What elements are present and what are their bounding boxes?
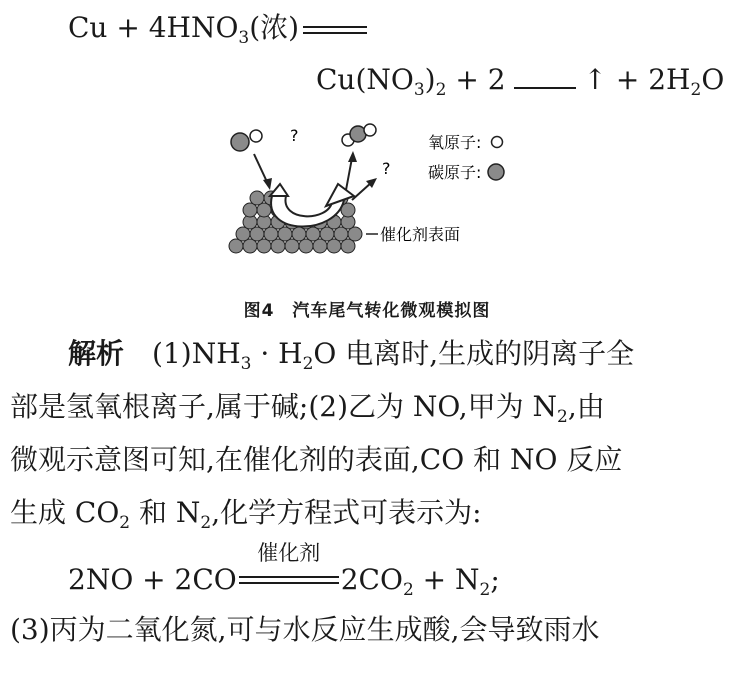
analysis-p2-tail: ,由 [567, 390, 605, 423]
catalyst-equals-bar [239, 576, 339, 584]
eq1-sub: 3 [238, 28, 250, 48]
carbon-atom [231, 133, 249, 151]
analysis-p1-b: · H [251, 337, 303, 370]
eq2-product-1-sub: 2 [402, 580, 414, 600]
arrow-out-right [352, 182, 372, 200]
analysis-heading: 解析 [68, 337, 125, 370]
analysis-line-3: 微观示意图可知,在催化剂的表面,CO 和 NO 反应 [10, 443, 623, 476]
eq2-product-1: 2CO [340, 563, 403, 596]
analysis-p1-c: O 电离时,生成的阴离子全 [313, 337, 635, 370]
equation-2 [68, 541, 500, 600]
eq1-product-sub1: 3 [413, 80, 425, 100]
analysis-p4-sub2: 2 [200, 513, 212, 533]
analysis-line-2 [10, 389, 605, 425]
eq1-reactants: Cu + 4HNO [68, 11, 239, 44]
analysis-p1-sub: 3 [240, 354, 252, 374]
oxygen-atom [364, 124, 376, 136]
analysis-p4-sub: 2 [119, 513, 131, 533]
legend-oxygen-label: 氧原子: [428, 133, 482, 152]
catalyst-equals [237, 541, 341, 598]
surface-label: 催化剂表面 [380, 225, 461, 244]
eq1-product-sub3: 2 [690, 80, 702, 100]
analysis-p4-c: ,化学方程式可表示为: [211, 496, 482, 529]
catalyst-label: 催化剂 [257, 541, 321, 565]
analysis-p1-sub2: 2 [302, 354, 314, 374]
question-mark-1: ? [290, 126, 299, 145]
analysis-p2-sub: 2 [557, 407, 568, 427]
legend-carbon-label: 碳原子: [428, 163, 482, 182]
eq1-product-e: O [701, 63, 725, 96]
analysis-line-4 [10, 495, 482, 531]
eq1-condition: (浓) [249, 11, 300, 44]
analysis-p4-a: 生成 CO [10, 496, 120, 529]
catalysis-diagram [0, 0, 734, 290]
eq2-product-2-sub: 2 [479, 580, 491, 600]
legend-oxygen-symbol [492, 137, 503, 148]
analysis-line-1 [68, 336, 634, 372]
curved-arrow-head-left [270, 184, 288, 196]
analysis-p2: 部是氢氧根离子,属于碱;(2)乙为 NO,甲为 N [10, 390, 558, 423]
eq1-product-d: ↑ + 2H [583, 63, 691, 96]
eq1-product-sub2: 2 [435, 80, 447, 100]
eq2-reactants: 2NO + 2CO [68, 563, 237, 596]
eq2-end: ; [490, 563, 500, 596]
legend-carbon-symbol [488, 164, 504, 180]
surface-atom [250, 191, 264, 205]
figure-caption: 图4 汽车尾气转化微观模拟图 [243, 301, 491, 321]
molecules [231, 124, 376, 151]
arrow-out-up [346, 158, 352, 190]
oxygen-atom [250, 130, 262, 142]
analysis-line-last: (3)丙为二氧化氮,可与水反应生成酸,会导致雨水 [10, 613, 600, 646]
eq1-product-c: + 2 [446, 63, 506, 96]
eq1-product-a: Cu(NO [316, 63, 414, 96]
eq2-product-2: + N [413, 563, 480, 596]
analysis-p1-a: (1)NH [152, 337, 241, 370]
question-mark-2: ? [382, 159, 391, 178]
analysis-p4-b: 和 N [130, 496, 201, 529]
eq1-product-b: ) [424, 63, 436, 96]
